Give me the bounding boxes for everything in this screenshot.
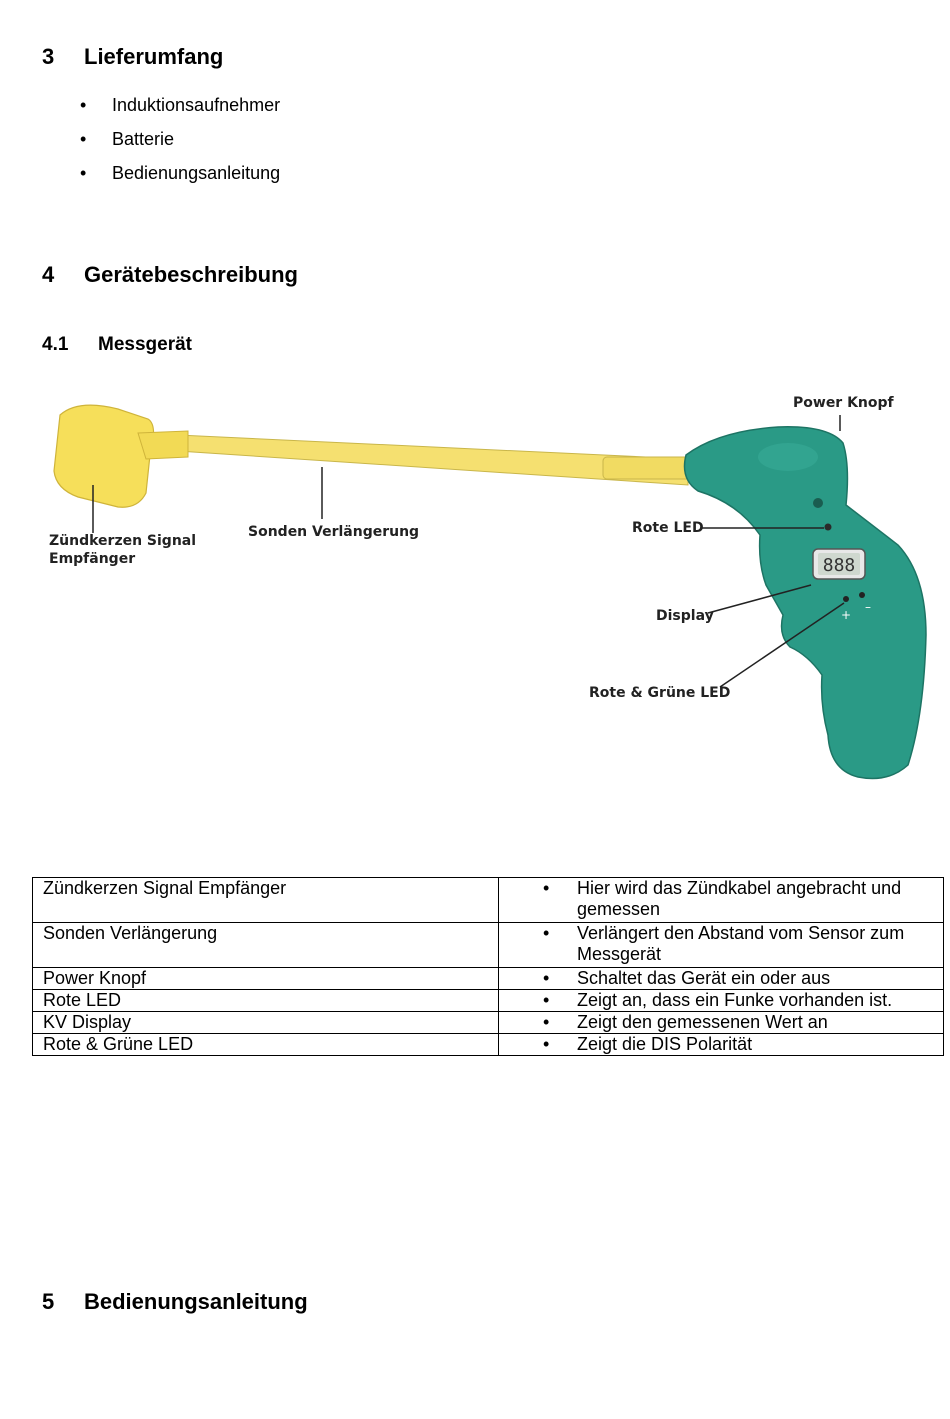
table-row xyxy=(33,1012,944,1034)
bullet-icon: • xyxy=(543,1012,550,1032)
bullet-icon: • xyxy=(543,1034,550,1054)
table-cell-desc: • Schaltet das Gerät ein oder aus xyxy=(499,968,944,990)
red-led-icon xyxy=(825,524,832,531)
callout-rg-led: Rote & Grüne LED xyxy=(589,685,731,701)
table-cell-desc: • Verlängert den Abstand vom Sensor zum Messgerät xyxy=(499,923,944,968)
table-row xyxy=(33,878,944,923)
table-row xyxy=(33,968,944,990)
table-cell-part: Rote & Grüne LED xyxy=(33,1034,499,1056)
component-table xyxy=(32,877,944,1056)
handle-highlight xyxy=(758,443,818,471)
receiver-neck xyxy=(138,431,188,459)
callout-red-led: Rote LED xyxy=(632,520,704,536)
callout-extension: Sonden Verlängerung xyxy=(248,524,420,540)
bullet-icon: • xyxy=(80,95,87,115)
table-cell-part: Zündkerzen Signal Empfänger xyxy=(33,878,499,923)
polarity-plus: + xyxy=(840,608,852,622)
table-cell-desc: • Zeigt an, dass ein Funke vorhanden ist. xyxy=(499,990,944,1012)
bullet-icon: • xyxy=(80,163,87,183)
bullet-icon: • xyxy=(543,923,550,943)
device-handle xyxy=(685,427,927,779)
polarity-minus: – xyxy=(865,600,871,614)
table-cell-part: Power Knopf xyxy=(33,968,499,990)
callout-power: Power Knopf xyxy=(793,395,894,411)
device-figure xyxy=(38,385,938,795)
bullet-icon: • xyxy=(543,878,550,898)
side-button-icon xyxy=(813,498,823,508)
probe-collar xyxy=(603,457,693,479)
section-4-1-number: 4.1 xyxy=(42,334,69,355)
section-5-number: 5 xyxy=(42,1289,55,1314)
callout-receiver-line1: Zündkerzen Signal xyxy=(49,533,197,549)
table-cell-desc: • Zeigt die DIS Polarität xyxy=(499,1034,944,1056)
red-green-led-left xyxy=(843,596,849,602)
table-row xyxy=(33,1034,944,1056)
bullet-icon: • xyxy=(543,990,550,1010)
callout-receiver-line2: Empfänger xyxy=(49,551,136,567)
table-cell-desc: • Zeigt den gemessenen Wert an xyxy=(499,1012,944,1034)
table-cell-part: Rote LED xyxy=(33,990,499,1012)
table-cell-desc: • Hier wird das Zündkabel angebracht und gemessen xyxy=(499,878,944,923)
red-green-led-right xyxy=(859,592,865,598)
section-4-1-title: Messgerät xyxy=(98,334,192,355)
table-row xyxy=(33,923,944,968)
section-4-number: 4 xyxy=(42,262,55,287)
table-cell-part: KV Display xyxy=(33,1012,499,1034)
section-3-number: 3 xyxy=(42,44,55,69)
section-5-title: Bedienungsanleitung xyxy=(84,1289,308,1314)
section-3-title: Lieferumfang xyxy=(84,44,224,69)
bullet-icon: • xyxy=(543,968,550,988)
device-illustration xyxy=(38,385,938,795)
scope-of-delivery-list: • Induktionsaufnehmer • Batterie • Bedienungsanleitung xyxy=(80,95,281,183)
signal-receiver-head xyxy=(54,405,154,507)
table-cell-part: Sonden Verlängerung xyxy=(33,923,499,968)
bullet-icon: • xyxy=(80,129,87,149)
kv-display-digits: 888 xyxy=(822,555,856,576)
section-4-title: Gerätebeschreibung xyxy=(84,262,298,287)
table-row xyxy=(33,990,944,1012)
callout-display: Display xyxy=(656,608,714,624)
